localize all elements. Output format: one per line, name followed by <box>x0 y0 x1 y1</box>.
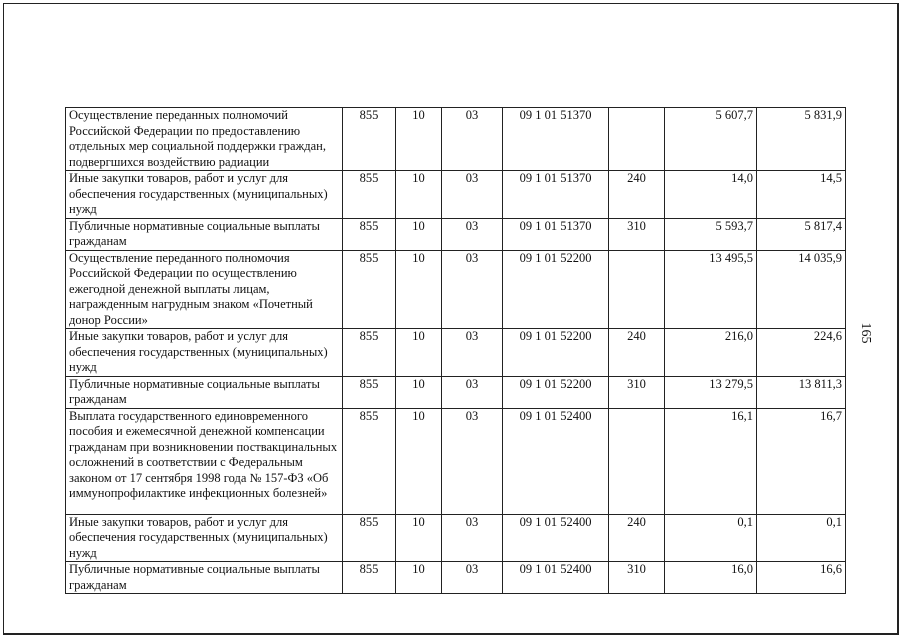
budget-table <box>65 107 846 594</box>
expense-type-code: 240 <box>609 514 665 562</box>
subsection-code: 03 <box>442 376 503 408</box>
row-name: Публичные нормативные социальные выплаты гражданам <box>66 218 343 250</box>
amount-year-1: 16,0 <box>665 562 757 594</box>
target-article-code: 09 1 01 52400 <box>503 408 609 514</box>
table-row <box>66 329 846 377</box>
target-article-code: 09 1 01 52400 <box>503 562 609 594</box>
subsection-code: 03 <box>442 218 503 250</box>
expense-type-code: 310 <box>609 376 665 408</box>
ved-code: 855 <box>343 171 396 219</box>
subsection-code: 03 <box>442 562 503 594</box>
amount-year-1: 14,0 <box>665 171 757 219</box>
table-row <box>66 218 846 250</box>
amount-year-2: 0,1 <box>757 514 846 562</box>
table-row <box>66 514 846 562</box>
target-article-code: 09 1 01 52200 <box>503 250 609 329</box>
table-row <box>66 562 846 594</box>
section-code: 10 <box>396 250 442 329</box>
table-row <box>66 108 846 171</box>
amount-year-2: 5 817,4 <box>757 218 846 250</box>
amount-year-1: 13 279,5 <box>665 376 757 408</box>
expense-type-code: 310 <box>609 562 665 594</box>
amount-year-2: 5 831,9 <box>757 108 846 171</box>
section-code: 10 <box>396 171 442 219</box>
amount-year-1: 5 607,7 <box>665 108 757 171</box>
ved-code: 855 <box>343 108 396 171</box>
section-code: 10 <box>396 562 442 594</box>
amount-year-1: 0,1 <box>665 514 757 562</box>
row-name: Осуществление переданного полномочия Российской Федерации по осуществлению ежегодной денежной выплаты лицам, награжденным нагрудным знаком «Почетный донор России» <box>66 250 343 329</box>
ved-code: 855 <box>343 562 396 594</box>
page-number: 165 <box>858 322 873 344</box>
amount-year-1: 13 495,5 <box>665 250 757 329</box>
ved-code: 855 <box>343 408 396 514</box>
target-article-code: 09 1 01 51370 <box>503 171 609 219</box>
target-article-code: 09 1 01 51370 <box>503 108 609 171</box>
row-name: Публичные нормативные социальные выплаты гражданам <box>66 376 343 408</box>
target-article-code: 09 1 01 52200 <box>503 329 609 377</box>
ved-code: 855 <box>343 329 396 377</box>
subsection-code: 03 <box>442 171 503 219</box>
section-code: 10 <box>396 218 442 250</box>
target-article-code: 09 1 01 52400 <box>503 514 609 562</box>
row-name: Иные закупки товаров, работ и услуг для обеспечения государственных (муниципальных) нужд <box>66 514 343 562</box>
table-row <box>66 408 846 514</box>
table-row <box>66 250 846 329</box>
amount-year-2: 16,7 <box>757 408 846 514</box>
subsection-code: 03 <box>442 329 503 377</box>
table-row <box>66 376 846 408</box>
subsection-code: 03 <box>442 514 503 562</box>
amount-year-1: 16,1 <box>665 408 757 514</box>
row-name: Выплата государственного единовременного пособия и ежемесячной денежной компенсации гражданам при возникновении поствакцинальных осложнений в соответствии с Федеральным законом от 17 сентября 1998 года № 157-ФЗ «Об иммунопрофилактике инфекционных болезней» <box>66 408 343 514</box>
subsection-code: 03 <box>442 250 503 329</box>
section-code: 10 <box>396 408 442 514</box>
section-code: 10 <box>396 329 442 377</box>
amount-year-2: 224,6 <box>757 329 846 377</box>
table-row <box>66 171 846 219</box>
amount-year-1: 216,0 <box>665 329 757 377</box>
subsection-code: 03 <box>442 408 503 514</box>
expense-type-code <box>609 250 665 329</box>
amount-year-1: 5 593,7 <box>665 218 757 250</box>
ved-code: 855 <box>343 218 396 250</box>
target-article-code: 09 1 01 51370 <box>503 218 609 250</box>
amount-year-2: 14,5 <box>757 171 846 219</box>
section-code: 10 <box>396 376 442 408</box>
target-article-code: 09 1 01 52200 <box>503 376 609 408</box>
expense-type-code <box>609 408 665 514</box>
section-code: 10 <box>396 514 442 562</box>
row-name: Иные закупки товаров, работ и услуг для обеспечения государственных (муниципальных) нужд <box>66 329 343 377</box>
expense-type-code: 240 <box>609 329 665 377</box>
expense-type-code: 310 <box>609 218 665 250</box>
amount-year-2: 13 811,3 <box>757 376 846 408</box>
row-name: Публичные нормативные социальные выплаты гражданам <box>66 562 343 594</box>
row-name: Осуществление переданных полномочий Российской Федерации по предоставлению отдельных мер социальной поддержки граждан, подвергшихся воздействию радиации <box>66 108 343 171</box>
amount-year-2: 16,6 <box>757 562 846 594</box>
subsection-code: 03 <box>442 108 503 171</box>
ved-code: 855 <box>343 514 396 562</box>
ved-code: 855 <box>343 250 396 329</box>
expense-type-code <box>609 108 665 171</box>
ved-code: 855 <box>343 376 396 408</box>
amount-year-2: 14 035,9 <box>757 250 846 329</box>
section-code: 10 <box>396 108 442 171</box>
expense-type-code: 240 <box>609 171 665 219</box>
row-name: Иные закупки товаров, работ и услуг для обеспечения государственных (муниципальных) нужд <box>66 171 343 219</box>
